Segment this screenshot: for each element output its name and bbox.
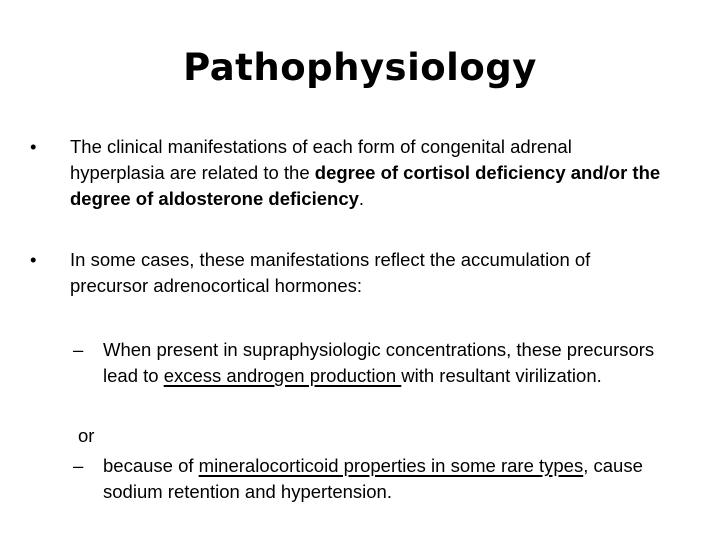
underlined-text: excess androgen production bbox=[163, 365, 402, 386]
dash-icon: – bbox=[73, 339, 84, 360]
bullet-item-accumulation bbox=[30, 247, 670, 299]
dash-icon: – bbox=[73, 455, 84, 476]
underlined-text: mineralocorticoid properties in some rare types bbox=[198, 455, 584, 476]
sub-text-end: with resultant virilization. bbox=[401, 365, 602, 386]
bullet-icon: • bbox=[30, 249, 37, 270]
sub-text-part: When present in supraphysiologic concentrations, these precursors lead to bbox=[103, 339, 655, 386]
or-connector: or bbox=[78, 425, 95, 446]
bullet-bold-text: degree of cortisol deficiency and/or the degree of aldosterone deficiency bbox=[70, 162, 661, 209]
bullet-item-manifestations bbox=[30, 134, 670, 212]
bullet-icon: • bbox=[30, 136, 37, 157]
sub-text-end: , cause sodium retention and hypertension. bbox=[103, 455, 643, 502]
bullet-text: In some cases, these manifestations reflect the accumulation of precursor adrenocortical hormones: bbox=[70, 249, 591, 296]
sub-item-mineralocorticoid bbox=[73, 453, 673, 505]
slide-title: Pathophysiology bbox=[183, 46, 537, 89]
bullet-text-end: . bbox=[358, 188, 365, 209]
sub-item-androgen bbox=[73, 337, 673, 389]
bullet-text-part: The clinical manifestations of each form of congenital adrenal hyperplasia are related to the bbox=[70, 136, 572, 183]
sub-text-part: because of bbox=[103, 455, 199, 476]
